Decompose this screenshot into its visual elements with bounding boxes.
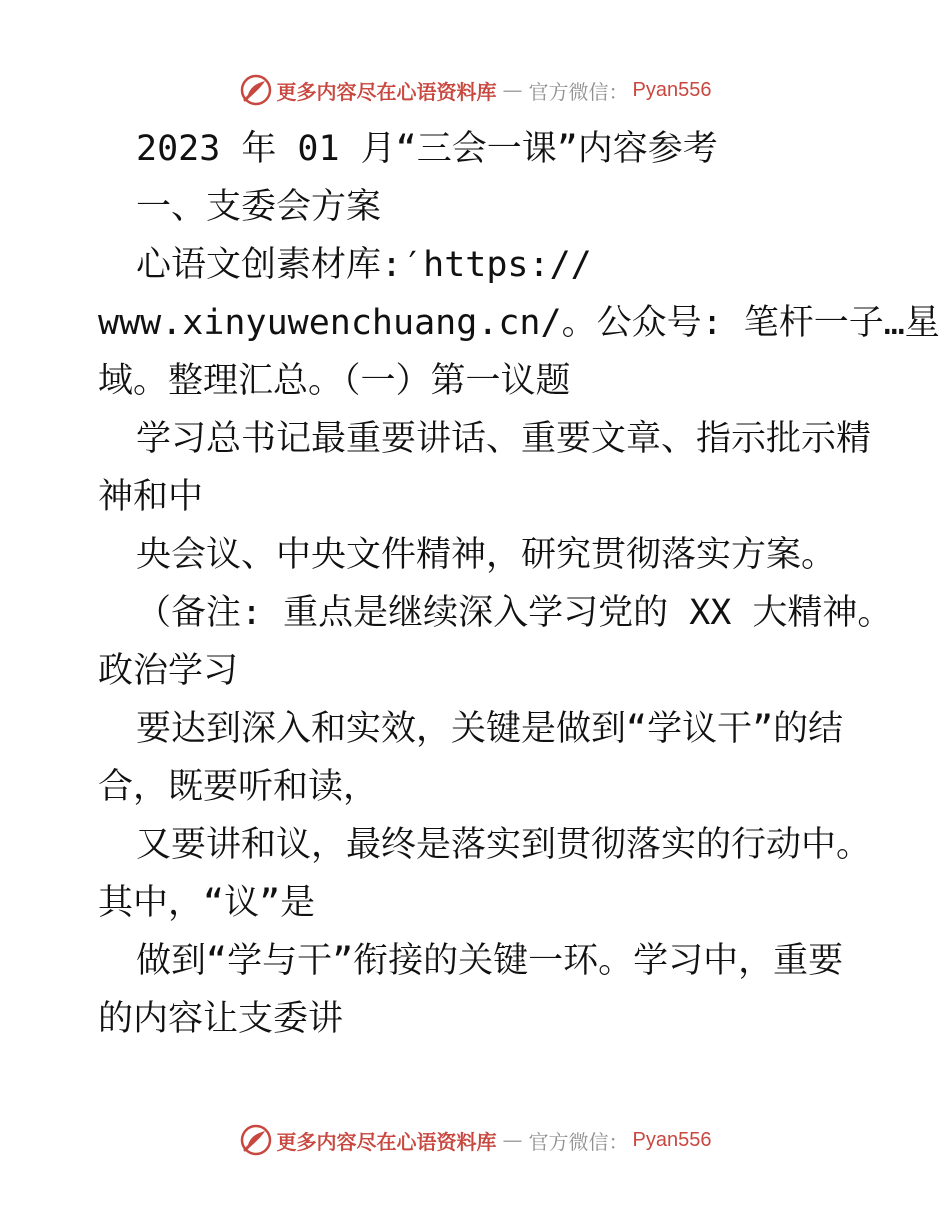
watermark-inner [239,1123,712,1157]
paragraph-line: 合，既要听和读， [98,767,379,807]
watermark-separator: — [502,78,523,102]
paragraph-line: 的内容让支委讲 [98,999,344,1039]
paragraph-line: www.xinyuwenchuang.cn/。公众号: 笔杆一子…星 [98,303,940,343]
paragraph-line: （备注: 重点是继续深入学习党的 XX 大精神。 [136,593,893,633]
section-heading: 一、支委会方案 [136,187,382,227]
watermark-separator: — [502,1128,523,1152]
doc-title: 2023 年 01 月“三会一课”内容参考 [136,129,718,169]
paragraph-line: 做到“学与干”衔接的关键一环。学习中，重要 [136,941,844,981]
paragraph-line: 神和中 [98,477,204,517]
footer-watermark [0,1120,950,1160]
document-body [98,120,940,1048]
brand-logo-icon [239,73,273,107]
header-watermark [0,70,950,110]
paragraph-line: 其中，“议”是 [98,883,316,923]
watermark-inner [239,73,712,107]
paragraph-line: 域。整理汇总。（一）第一议题 [98,361,571,401]
brand-logo-icon [239,1123,273,1157]
watermark-label: 官方微信： [528,79,629,104]
watermark-wechat-id: Pyan556 [632,1128,712,1151]
watermark-brand-text: 更多内容尽在心语资料库 [276,79,497,104]
paragraph-line: 学习总书记最重要讲话、重要文章、指示批示精 [136,419,872,459]
watermark-label: 官方微信： [528,1129,629,1154]
paragraph-line: 政治学习 [98,651,239,691]
paragraph-line: 心语文创素材库:′https:// [136,245,592,285]
watermark-brand-text: 更多内容尽在心语资料库 [276,1129,497,1154]
paragraph-line: 央会议、中央文件精神，研究贯彻落实方案。 [136,535,837,575]
paragraph-line: 要达到深入和实效，关键是做到“学议干”的结 [136,709,844,749]
paragraph-line: 又要讲和议，最终是落实到贯彻落实的行动中。 [136,825,872,865]
watermark-wechat-id: Pyan556 [632,78,712,101]
